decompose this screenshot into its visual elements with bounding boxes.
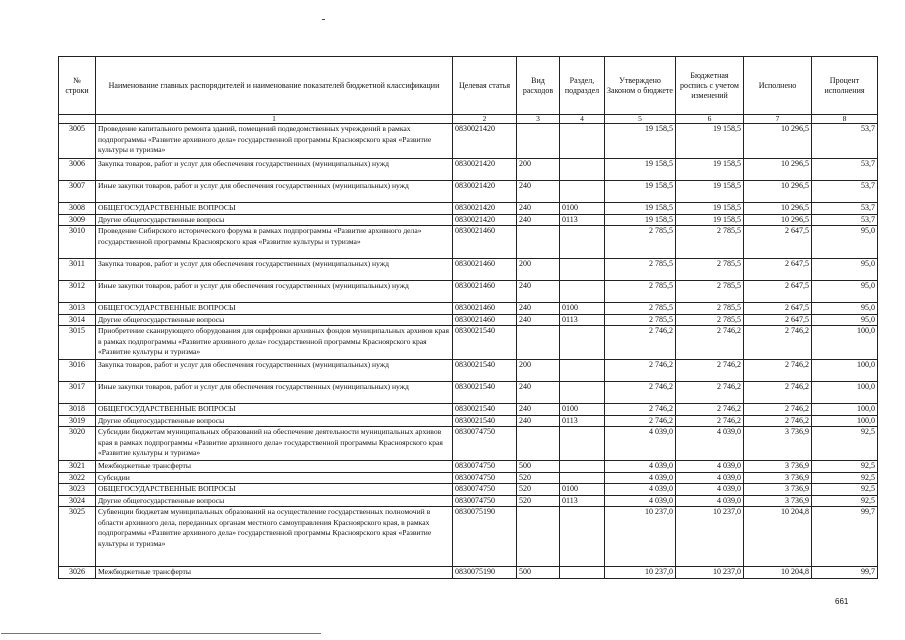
col-header-budget-schedule: Бюджетная роспись с учетом изменений <box>676 57 744 115</box>
row-section <box>560 507 605 567</box>
row-expense-type <box>517 124 560 159</box>
row-percent: 92,5 <box>812 472 878 484</box>
row-budget-schedule: 4 039,0 <box>676 484 744 496</box>
row-target-article: 0830021460 <box>453 314 517 326</box>
row-target-article: 0830021540 <box>453 360 517 382</box>
row-percent: 100,0 <box>812 404 878 416</box>
row-executed: 10 296,5 <box>744 203 812 215</box>
row-section: 0100 <box>560 484 605 496</box>
row-name: ОБЩЕГОСУДАРСТВЕННЫЕ ВОПРОСЫ <box>96 203 453 215</box>
row-target-article: 0830021420 <box>453 159 517 181</box>
row-approved: 2 785,5 <box>605 259 676 281</box>
row-target-article: 0830074750 <box>453 484 517 496</box>
col-header-name: Наименование главных распорядителей и наименование показателей бюджетной классификации <box>96 57 453 115</box>
row-target-article: 0830021540 <box>453 326 517 360</box>
row-budget-schedule: 10 237,0 <box>676 567 744 579</box>
row-section <box>560 326 605 360</box>
row-approved: 19 158,5 <box>605 159 676 181</box>
row-section: 0100 <box>560 303 605 315</box>
row-section <box>560 427 605 461</box>
row-percent: 92,5 <box>812 461 878 473</box>
row-name: Проведение капитального ремонта зданий, помещений подведомственных учреждений в рамках подпрограммы «Развитие архивного дела» государственной программы Красноярского края «Развитие культуры и туризма» <box>96 124 453 159</box>
row-approved: 10 237,0 <box>605 507 676 567</box>
budget-execution-table <box>58 56 878 579</box>
row-executed: 2 647,5 <box>744 314 812 326</box>
row-approved: 2 785,5 <box>605 226 676 259</box>
row-section: 0100 <box>560 203 605 215</box>
row-expense-type: 240 <box>517 281 560 303</box>
table-body <box>59 124 878 579</box>
column-number: 2 <box>453 115 517 124</box>
row-section <box>560 259 605 281</box>
row-name: ОБЩЕГОСУДАРСТВЕННЫЕ ВОПРОСЫ <box>96 404 453 416</box>
footer-divider <box>1 633 321 634</box>
col-header-expense-type: Вид расходов <box>517 57 560 115</box>
table-row <box>59 314 878 326</box>
row-executed: 3 736,9 <box>744 461 812 473</box>
table-row <box>59 567 878 579</box>
row-number: 3010 <box>59 226 96 259</box>
row-budget-schedule: 2 746,2 <box>676 415 744 427</box>
row-executed: 2 746,2 <box>744 326 812 360</box>
row-expense-type: 520 <box>517 472 560 484</box>
row-executed: 3 736,9 <box>744 484 812 496</box>
row-expense-type: 240 <box>517 203 560 215</box>
row-approved: 19 158,5 <box>605 124 676 159</box>
row-expense-type <box>517 226 560 259</box>
row-target-article: 0830074750 <box>453 472 517 484</box>
row-name: Закупка товаров, работ и услуг для обеспечения государственных (муниципальных) нужд <box>96 159 453 181</box>
row-name: Закупка товаров, работ и услуг для обеспечения государственных (муниципальных) нужд <box>96 360 453 382</box>
table-row <box>59 382 878 404</box>
row-section <box>560 181 605 203</box>
row-executed: 10 296,5 <box>744 181 812 203</box>
row-percent: 100,0 <box>812 360 878 382</box>
row-executed: 3 736,9 <box>744 472 812 484</box>
row-budget-schedule: 4 039,0 <box>676 472 744 484</box>
table-row <box>59 404 878 416</box>
row-name: Субвенции бюджетам муниципальных образований на осуществление государственных полномочий в области архивного дела, переданных органам местного самоуправления Красноярского края, в рамках подпрограммы «Развитие архивного дела» государственной программы Красноярского края «Развитие культуры и туризма» <box>96 507 453 567</box>
row-expense-type: 520 <box>517 495 560 507</box>
row-approved: 2 746,2 <box>605 404 676 416</box>
row-number: 3018 <box>59 404 96 416</box>
row-percent: 95,0 <box>812 226 878 259</box>
row-name: Другие общегосударственные вопросы <box>96 214 453 226</box>
row-budget-schedule: 2 785,5 <box>676 314 744 326</box>
row-approved: 2 746,2 <box>605 382 676 404</box>
column-number <box>59 115 96 124</box>
row-percent: 99,7 <box>812 507 878 567</box>
row-number: 3014 <box>59 314 96 326</box>
row-executed: 10 204,8 <box>744 507 812 567</box>
row-approved: 4 039,0 <box>605 484 676 496</box>
row-approved: 4 039,0 <box>605 461 676 473</box>
page-number: 661 <box>835 597 849 606</box>
row-number: 3022 <box>59 472 96 484</box>
row-budget-schedule: 4 039,0 <box>676 495 744 507</box>
row-budget-schedule: 4 039,0 <box>676 427 744 461</box>
column-number: 4 <box>560 115 605 124</box>
row-expense-type <box>517 507 560 567</box>
table-row <box>59 415 878 427</box>
column-number-row <box>59 115 878 124</box>
row-percent: 95,0 <box>812 281 878 303</box>
row-name: Приобретение сканирующего оборудования для оцифровки архивных фондов муниципальных архивов края в рамках подпрограммы «Развитие архивного дела» государственной программы Красноярского края «Развитие культуры и туризма» <box>96 326 453 360</box>
row-percent: 53,7 <box>812 124 878 159</box>
row-number: 3006 <box>59 159 96 181</box>
row-percent: 100,0 <box>812 326 878 360</box>
row-target-article: 0830074750 <box>453 461 517 473</box>
row-approved: 4 039,0 <box>605 427 676 461</box>
col-header-section: Раздел, подраздел <box>560 57 605 115</box>
row-target-article: 0830021420 <box>453 124 517 159</box>
row-percent: 95,0 <box>812 303 878 315</box>
row-budget-schedule: 4 039,0 <box>676 461 744 473</box>
row-number: 3020 <box>59 427 96 461</box>
table-row <box>59 484 878 496</box>
row-target-article: 0830021460 <box>453 281 517 303</box>
column-number: 3 <box>517 115 560 124</box>
row-percent: 53,7 <box>812 181 878 203</box>
row-name: ОБЩЕГОСУДАРСТВЕННЫЕ ВОПРОСЫ <box>96 303 453 315</box>
row-budget-schedule: 2 746,2 <box>676 360 744 382</box>
column-number: 1 <box>96 115 453 124</box>
row-expense-type: 200 <box>517 259 560 281</box>
row-target-article: 0830021460 <box>453 303 517 315</box>
row-expense-type: 500 <box>517 567 560 579</box>
row-executed: 2 746,2 <box>744 404 812 416</box>
row-section <box>560 159 605 181</box>
row-name: Иные закупки товаров, работ и услуг для обеспечения государственных (муниципальных) нужд <box>96 382 453 404</box>
row-approved: 10 237,0 <box>605 567 676 579</box>
row-section: 0113 <box>560 214 605 226</box>
row-executed: 2 746,2 <box>744 415 812 427</box>
row-name: Иные закупки товаров, работ и услуг для обеспечения государственных (муниципальных) нужд <box>96 281 453 303</box>
column-number: 5 <box>605 115 676 124</box>
row-executed: 2 746,2 <box>744 382 812 404</box>
row-name: Закупка товаров, работ и услуг для обеспечения государственных (муниципальных) нужд <box>96 259 453 281</box>
row-percent: 100,0 <box>812 382 878 404</box>
row-expense-type: 240 <box>517 415 560 427</box>
row-approved: 2 785,5 <box>605 314 676 326</box>
row-approved: 2 785,5 <box>605 281 676 303</box>
row-target-article: 0830021420 <box>453 203 517 215</box>
col-header-percent: Процент исполнения <box>812 57 878 115</box>
row-target-article: 0830021420 <box>453 214 517 226</box>
row-name: Субсидии <box>96 472 453 484</box>
row-expense-type: 240 <box>517 214 560 226</box>
row-budget-schedule: 2 785,5 <box>676 226 744 259</box>
row-section <box>560 281 605 303</box>
row-section <box>560 124 605 159</box>
row-name: Проведение Сибирского исторического форума в рамках подпрограммы «Развитие архивного дела» государственной программы Красноярского края «Развитие культуры и туризма» <box>96 226 453 259</box>
row-approved: 2 746,2 <box>605 326 676 360</box>
row-percent: 92,5 <box>812 495 878 507</box>
row-number: 3025 <box>59 507 96 567</box>
row-percent: 100,0 <box>812 415 878 427</box>
row-number: 3019 <box>59 415 96 427</box>
row-target-article: 0830021460 <box>453 226 517 259</box>
row-budget-schedule: 19 158,5 <box>676 214 744 226</box>
row-budget-schedule: 19 158,5 <box>676 203 744 215</box>
row-number: 3008 <box>59 203 96 215</box>
row-executed: 10 296,5 <box>744 124 812 159</box>
column-number: 7 <box>744 115 812 124</box>
row-budget-schedule: 19 158,5 <box>676 159 744 181</box>
row-executed: 2 647,5 <box>744 259 812 281</box>
row-name: Другие общегосударственные вопросы <box>96 495 453 507</box>
row-expense-type: 240 <box>517 382 560 404</box>
row-number: 3013 <box>59 303 96 315</box>
row-expense-type: 200 <box>517 159 560 181</box>
row-target-article: 0830074750 <box>453 495 517 507</box>
row-section <box>560 461 605 473</box>
table-row <box>59 495 878 507</box>
row-expense-type: 240 <box>517 314 560 326</box>
table-row <box>59 124 878 159</box>
col-header-row-number: № строки <box>59 57 96 115</box>
row-section: 0113 <box>560 495 605 507</box>
row-approved: 2 785,5 <box>605 303 676 315</box>
table-row <box>59 203 878 215</box>
row-section: 0113 <box>560 415 605 427</box>
row-percent: 92,5 <box>812 427 878 461</box>
row-expense-type <box>517 326 560 360</box>
row-number: 3024 <box>59 495 96 507</box>
col-header-executed: Исполнено <box>744 57 812 115</box>
row-target-article: 0830021540 <box>453 415 517 427</box>
row-approved: 19 158,5 <box>605 214 676 226</box>
row-budget-schedule: 2 785,5 <box>676 259 744 281</box>
row-expense-type: 240 <box>517 404 560 416</box>
row-percent: 53,7 <box>812 203 878 215</box>
row-executed: 10 204,8 <box>744 567 812 579</box>
row-name: Другие общегосударственные вопросы <box>96 314 453 326</box>
table-row <box>59 472 878 484</box>
row-percent: 92,5 <box>812 484 878 496</box>
table-row <box>59 226 878 259</box>
col-header-approved: Утверждено Законом о бюджете <box>605 57 676 115</box>
row-name: Иные закупки товаров, работ и услуг для обеспечения государственных (муниципальных) нужд <box>96 181 453 203</box>
row-target-article: 0830021540 <box>453 382 517 404</box>
row-number: 3016 <box>59 360 96 382</box>
row-section: 0113 <box>560 314 605 326</box>
row-executed: 3 736,9 <box>744 427 812 461</box>
row-target-article: 0830075190 <box>453 567 517 579</box>
row-executed: 10 296,5 <box>744 214 812 226</box>
row-expense-type: 500 <box>517 461 560 473</box>
row-budget-schedule: 2 746,2 <box>676 404 744 416</box>
row-section <box>560 226 605 259</box>
row-name: Межбюджетные трансферты <box>96 567 453 579</box>
row-section <box>560 382 605 404</box>
row-percent: 95,0 <box>812 259 878 281</box>
row-target-article: 0830075190 <box>453 507 517 567</box>
row-budget-schedule: 19 158,5 <box>676 181 744 203</box>
table-row <box>59 259 878 281</box>
col-header-target-article: Целевая статья <box>453 57 517 115</box>
row-budget-schedule: 2 785,5 <box>676 303 744 315</box>
row-number: 3007 <box>59 181 96 203</box>
row-expense-type: 240 <box>517 181 560 203</box>
header-row <box>59 57 878 115</box>
table-row <box>59 214 878 226</box>
row-percent: 99,7 <box>812 567 878 579</box>
row-expense-type: 200 <box>517 360 560 382</box>
row-executed: 2 647,5 <box>744 226 812 259</box>
table-row <box>59 303 878 315</box>
row-number: 3015 <box>59 326 96 360</box>
row-executed: 2 647,5 <box>744 281 812 303</box>
row-name: Межбюджетные трансферты <box>96 461 453 473</box>
row-target-article: 0830021460 <box>453 259 517 281</box>
column-number: 6 <box>676 115 744 124</box>
row-budget-schedule: 19 158,5 <box>676 124 744 159</box>
table-row <box>59 326 878 360</box>
row-percent: 53,7 <box>812 214 878 226</box>
table-row <box>59 360 878 382</box>
row-expense-type <box>517 427 560 461</box>
row-section <box>560 567 605 579</box>
row-section: 0100 <box>560 404 605 416</box>
row-percent: 53,7 <box>812 159 878 181</box>
row-number: 3017 <box>59 382 96 404</box>
row-target-article: 0830074750 <box>453 427 517 461</box>
column-number: 8 <box>812 115 878 124</box>
table-row <box>59 181 878 203</box>
row-section <box>560 472 605 484</box>
row-name: ОБЩЕГОСУДАРСТВЕННЫЕ ВОПРОСЫ <box>96 484 453 496</box>
row-budget-schedule: 2 746,2 <box>676 382 744 404</box>
row-number: 3009 <box>59 214 96 226</box>
row-number: 3011 <box>59 259 96 281</box>
row-target-article: 0830021540 <box>453 404 517 416</box>
row-number: 3021 <box>59 461 96 473</box>
table-row <box>59 507 878 567</box>
table-row <box>59 159 878 181</box>
row-executed: 2 647,5 <box>744 303 812 315</box>
row-executed: 10 296,5 <box>744 159 812 181</box>
row-name: Субсидии бюджетам муниципальных образований на обеспечение деятельности муниципальных архивов края в рамках подпрограммы «Развитие архивного дела» государственной программы Красноярского края «Развитие культуры и туризма» <box>96 427 453 461</box>
row-number: 3012 <box>59 281 96 303</box>
row-approved: 2 746,2 <box>605 360 676 382</box>
row-number: 3026 <box>59 567 96 579</box>
row-expense-type: 240 <box>517 303 560 315</box>
row-executed: 3 736,9 <box>744 495 812 507</box>
row-budget-schedule: 2 746,2 <box>676 326 744 360</box>
row-approved: 4 039,0 <box>605 495 676 507</box>
row-approved: 19 158,5 <box>605 203 676 215</box>
row-section <box>560 360 605 382</box>
row-approved: 4 039,0 <box>605 472 676 484</box>
row-target-article: 0830021420 <box>453 181 517 203</box>
row-approved: 2 746,2 <box>605 415 676 427</box>
row-approved: 19 158,5 <box>605 181 676 203</box>
row-number: 3023 <box>59 484 96 496</box>
row-budget-schedule: 10 237,0 <box>676 507 744 567</box>
row-name: Другие общегосударственные вопросы <box>96 415 453 427</box>
row-percent: 95,0 <box>812 314 878 326</box>
table-row <box>59 427 878 461</box>
row-executed: 2 746,2 <box>744 360 812 382</box>
table-row <box>59 461 878 473</box>
table-row <box>59 281 878 303</box>
row-expense-type: 520 <box>517 484 560 496</box>
scan-mark <box>322 19 325 20</box>
row-number: 3005 <box>59 124 96 159</box>
row-budget-schedule: 2 785,5 <box>676 281 744 303</box>
